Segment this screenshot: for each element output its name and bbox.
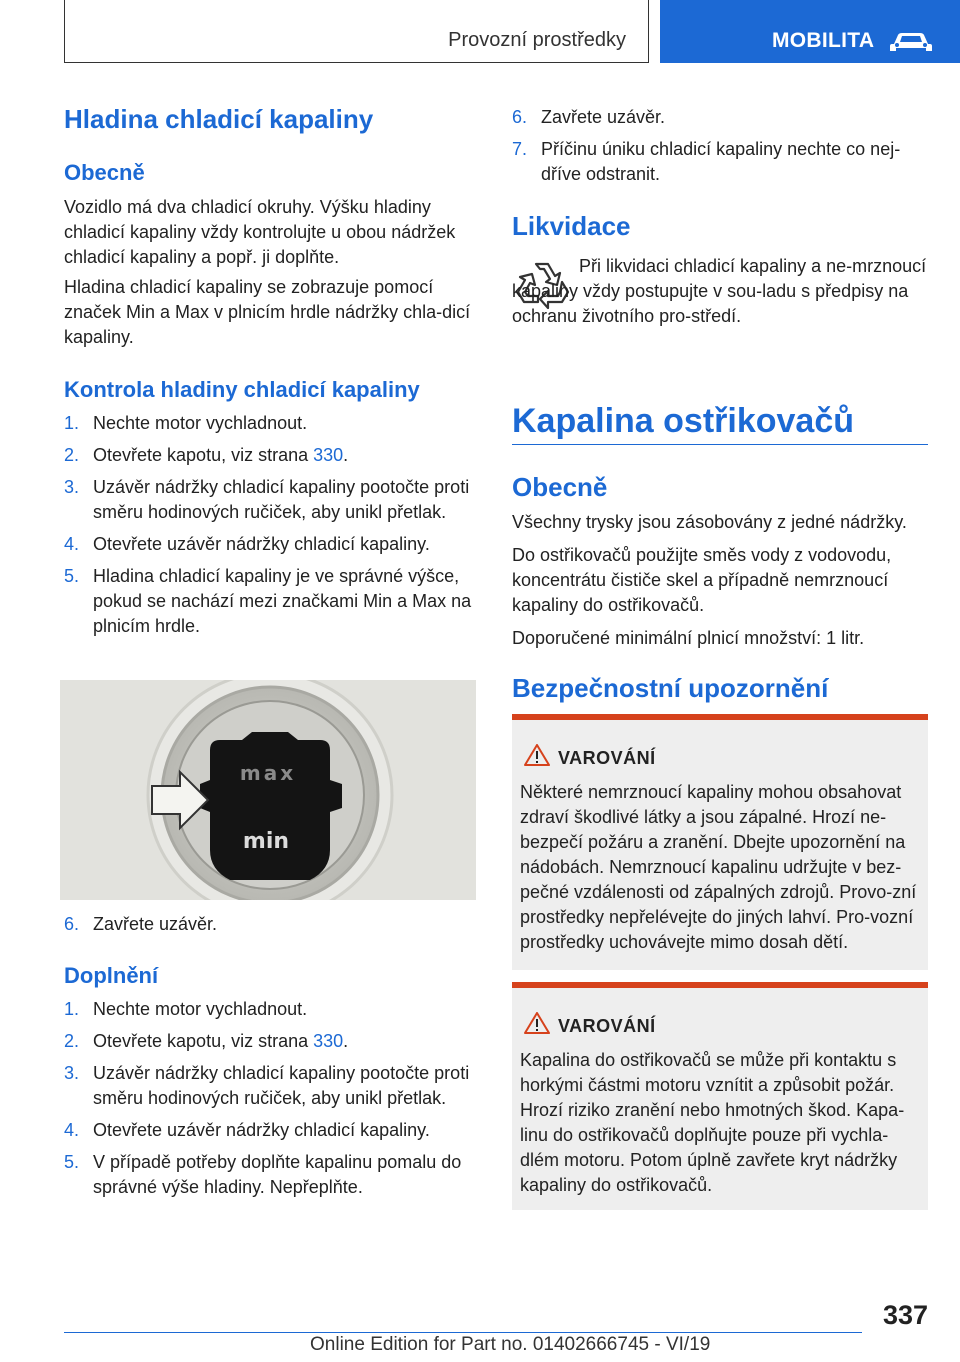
header-section-box [64,0,649,63]
heading-check-level: Kontrola hladiny chladicí kapaliny [64,377,420,402]
step-number: 3. [64,1063,80,1083]
car-icon [888,30,934,54]
heading-disposal: Likvidace [512,211,631,241]
step-number: 2. [64,1031,80,1051]
list-item [64,912,476,937]
list-item [64,564,476,639]
list-item [64,1150,476,1200]
step-text: Nechte motor vychladnout. [93,413,308,433]
step-text: Příčinu úniku chladicí kapaliny nechte co nej‐dříve odstranit. [541,139,901,184]
section-divider [512,444,928,445]
list-item [512,137,928,187]
step-number: 6. [512,107,528,127]
step-number: 5. [64,566,80,586]
general-paragraph-1: Vozidlo má dva chladicí okruhy. Výšku hladiny chladicí kapaliny vždy kontrolujte u obou nádržek chladicí kapaliny a popř. ji doplňte. [64,197,456,267]
step-text: Otevřete uzávěr nádržky chladicí kapaliny. [93,534,430,554]
warning-text: Kapalina do ostřikovačů se může při kontaktu s horkými částmi motoru vznítit a způsobit požár. Hrozí riziko zranění nebo hmotných škod. Kapa‐linu do ostřikovačů doplňujte pouze při vychla‐dlém motoru. Potom úplně zavřete kryt nádržky kapaliny do ostřikovačů. [520,1050,905,1195]
step-text: Otevřete uzávěr nádržky chladicí kapaliny. [93,1120,430,1140]
heading-safety: Bezpečnostní upozornění [512,673,829,703]
section-title-washer-fluid: Kapalina ostřikovačů [512,402,855,440]
list-item [64,997,476,1022]
coolant-filler-neck-image [60,680,476,900]
list-item [64,1061,476,1111]
list-item [64,411,476,436]
step-number: 1. [64,999,80,1019]
warning-title: VAROVÁNÍ [558,748,656,768]
check-steps-list-cont [64,912,476,944]
fill-steps-list-cont [512,105,928,194]
check-steps-list [64,411,476,646]
warning-title: VAROVÁNÍ [558,1016,656,1036]
step-text: Otevřete kapotu, viz strana [93,445,314,465]
warning-triangle-icon [524,1012,550,1034]
list-item: 2. Otevřete kapotu, viz strana 330. [64,1029,476,1054]
warning-box-2 [512,982,928,1210]
max-mark-label: max [239,761,297,785]
footer-divider [64,1332,862,1333]
section-title-coolant-level: Hladina chladicí kapaliny [64,104,374,134]
warning-box-1 [512,714,928,970]
step-number: 2. [64,445,80,465]
washer-paragraph-3: Doporučené minimální plnicí množství: 1 litr. [512,628,865,648]
step-text: Hladina chladicí kapaliny je ve správné výšce, pokud se nachází mezi značkami Min a Max na plnicím hrdle. [93,566,472,636]
warning-triangle-icon [524,744,550,766]
page-link[interactable]: 330 [313,1031,344,1051]
step-text: Nechte motor vychladnout. [93,999,308,1019]
step-number: 5. [64,1152,80,1172]
page-link[interactable]: 330 [313,445,344,465]
header-brand-label: MOBILITA [772,29,875,52]
step-text: Otevřete kapotu, viz strana [93,1031,314,1051]
list-item [64,532,476,557]
header-section-label: Provozní prostředky [448,29,626,51]
step-number: 4. [64,534,80,554]
step-text: Uzávěr nádržky chladicí kapaliny pootočte proti směru hodinových ručiček, aby unikl přetlak. [93,477,470,522]
washer-paragraph-1: Všechny trysky jsou zásobovány z jedné nádržky. [512,512,907,532]
washer-paragraph-2: Do ostřikovačů použijte směs vody z vodovodu, koncentrátu čističe skel a případně nemrznoucí kapaliny do ostřikovačů. [512,545,892,615]
page-number: 337 [882,1300,928,1330]
heading-washer-general: Obecně [512,472,608,502]
list-item [512,105,928,130]
general-paragraph-2: Hladina chladicí kapaliny se zobrazuje pomocí značek Min a Max v plnicím hrdle nádržky chla‐dicí kapaliny. [64,277,471,347]
heading-refill: Doplnění [64,963,159,988]
fill-steps-list [64,997,476,1207]
step-number: 1. [64,413,80,433]
list-item: 2. Otevřete kapotu, viz strana 330. [64,443,476,468]
step-number: 3. [64,477,80,497]
footer-edition: Online Edition for Part no. 01402666745 - VI/19 [310,1334,711,1355]
list-item [64,1118,476,1143]
step-text: Zavřete uzávěr. [93,914,218,934]
header-brand-tab[interactable] [660,0,960,63]
disposal-text: Při likvidaci chladicí kapaliny a ne‐mrznoucí kapaliny vždy postupujte v sou‐ladu s předpisy na ochranu životního pro‐středí. [512,256,927,326]
step-text: V případě potřeby doplňte kapalinu pomalu do správné výše hladiny. Nepřeplňte. [93,1152,462,1197]
step-number: 6. [64,914,80,934]
step-text: Uzávěr nádržky chladicí kapaliny pootočte proti směru hodinových ručiček, aby unikl přetlak. [93,1063,470,1108]
step-text: Zavřete uzávěr. [541,107,666,127]
list-item [64,475,476,525]
step-number: 4. [64,1120,80,1140]
step-number: 7. [512,139,528,159]
warning-text: Některé nemrznoucí kapaliny mohou obsahovat zdraví škodlivé látky a jsou zápalné. Hrozí ne‐bezpečí požáru a zranění. Dbejte upozornění na nádobách. Nemrznoucí kapalinu udržujte v bez‐pečné vzdálenosti od zápalných zdrojů. Provo‐zní prostředky nepřelévejte do jiných lahví. Pro‐vozní prostředky uchovávejte mimo dosah dětí. [520,782,917,952]
min-mark-label: min [242,829,290,854]
heading-general: Obecně [64,160,145,185]
